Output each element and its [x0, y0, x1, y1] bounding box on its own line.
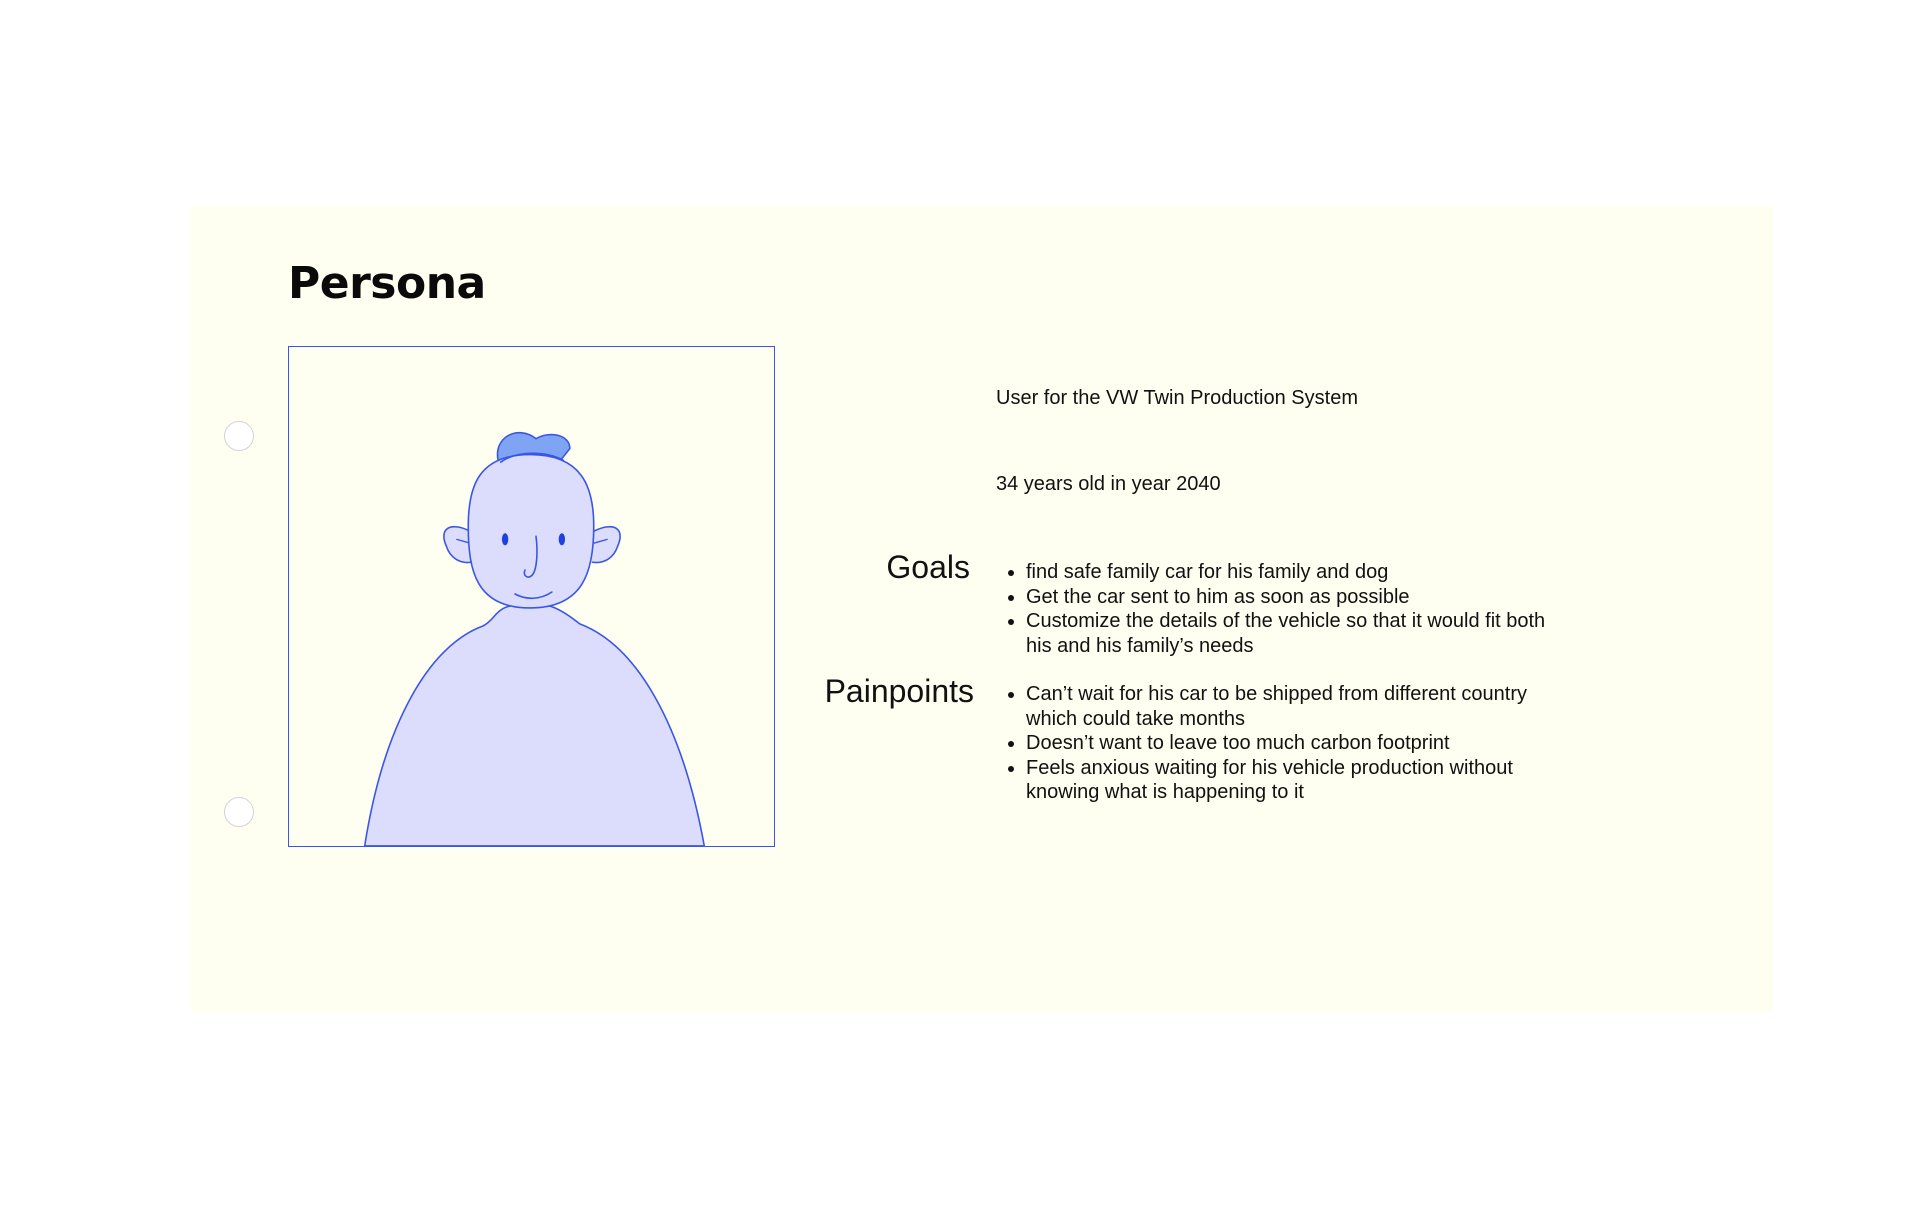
torso-shape — [365, 604, 705, 846]
binder-hole-top — [224, 421, 254, 451]
persona-age: 34 years old in year 2040 — [996, 473, 1221, 495]
painpoint-item: • Doesn’t want to leave too much carbon footprint — [1026, 731, 1546, 756]
painpoints-heading: Painpoints — [824, 673, 974, 709]
goals-heading: Goals — [886, 549, 970, 585]
goals-list — [1004, 560, 1546, 658]
binder-hole-bottom — [224, 797, 254, 827]
painpoint-item: • Can’t wait for his car to be shipped from different country which could take months — [1026, 682, 1546, 731]
persona-role: User for the VW Twin Production System — [996, 387, 1358, 409]
persona-portrait-frame — [288, 346, 775, 847]
goal-item: • Customize the details of the vehicle so that it would fit both his and his family’s needs — [1026, 609, 1546, 658]
painpoints-list — [1004, 682, 1546, 805]
head-shape — [468, 455, 593, 608]
goal-item: • Get the car sent to him as soon as possible — [1026, 585, 1546, 610]
person-with-cap-illustration — [289, 347, 774, 846]
right-eye — [559, 533, 565, 545]
painpoint-item: • Feels anxious waiting for his vehicle production without knowing what is happening to it — [1026, 756, 1546, 805]
right-ear — [592, 527, 620, 563]
page-title: Persona — [288, 258, 486, 309]
left-eye — [502, 533, 508, 545]
goal-item: • find safe family car for his family and dog — [1026, 560, 1546, 585]
